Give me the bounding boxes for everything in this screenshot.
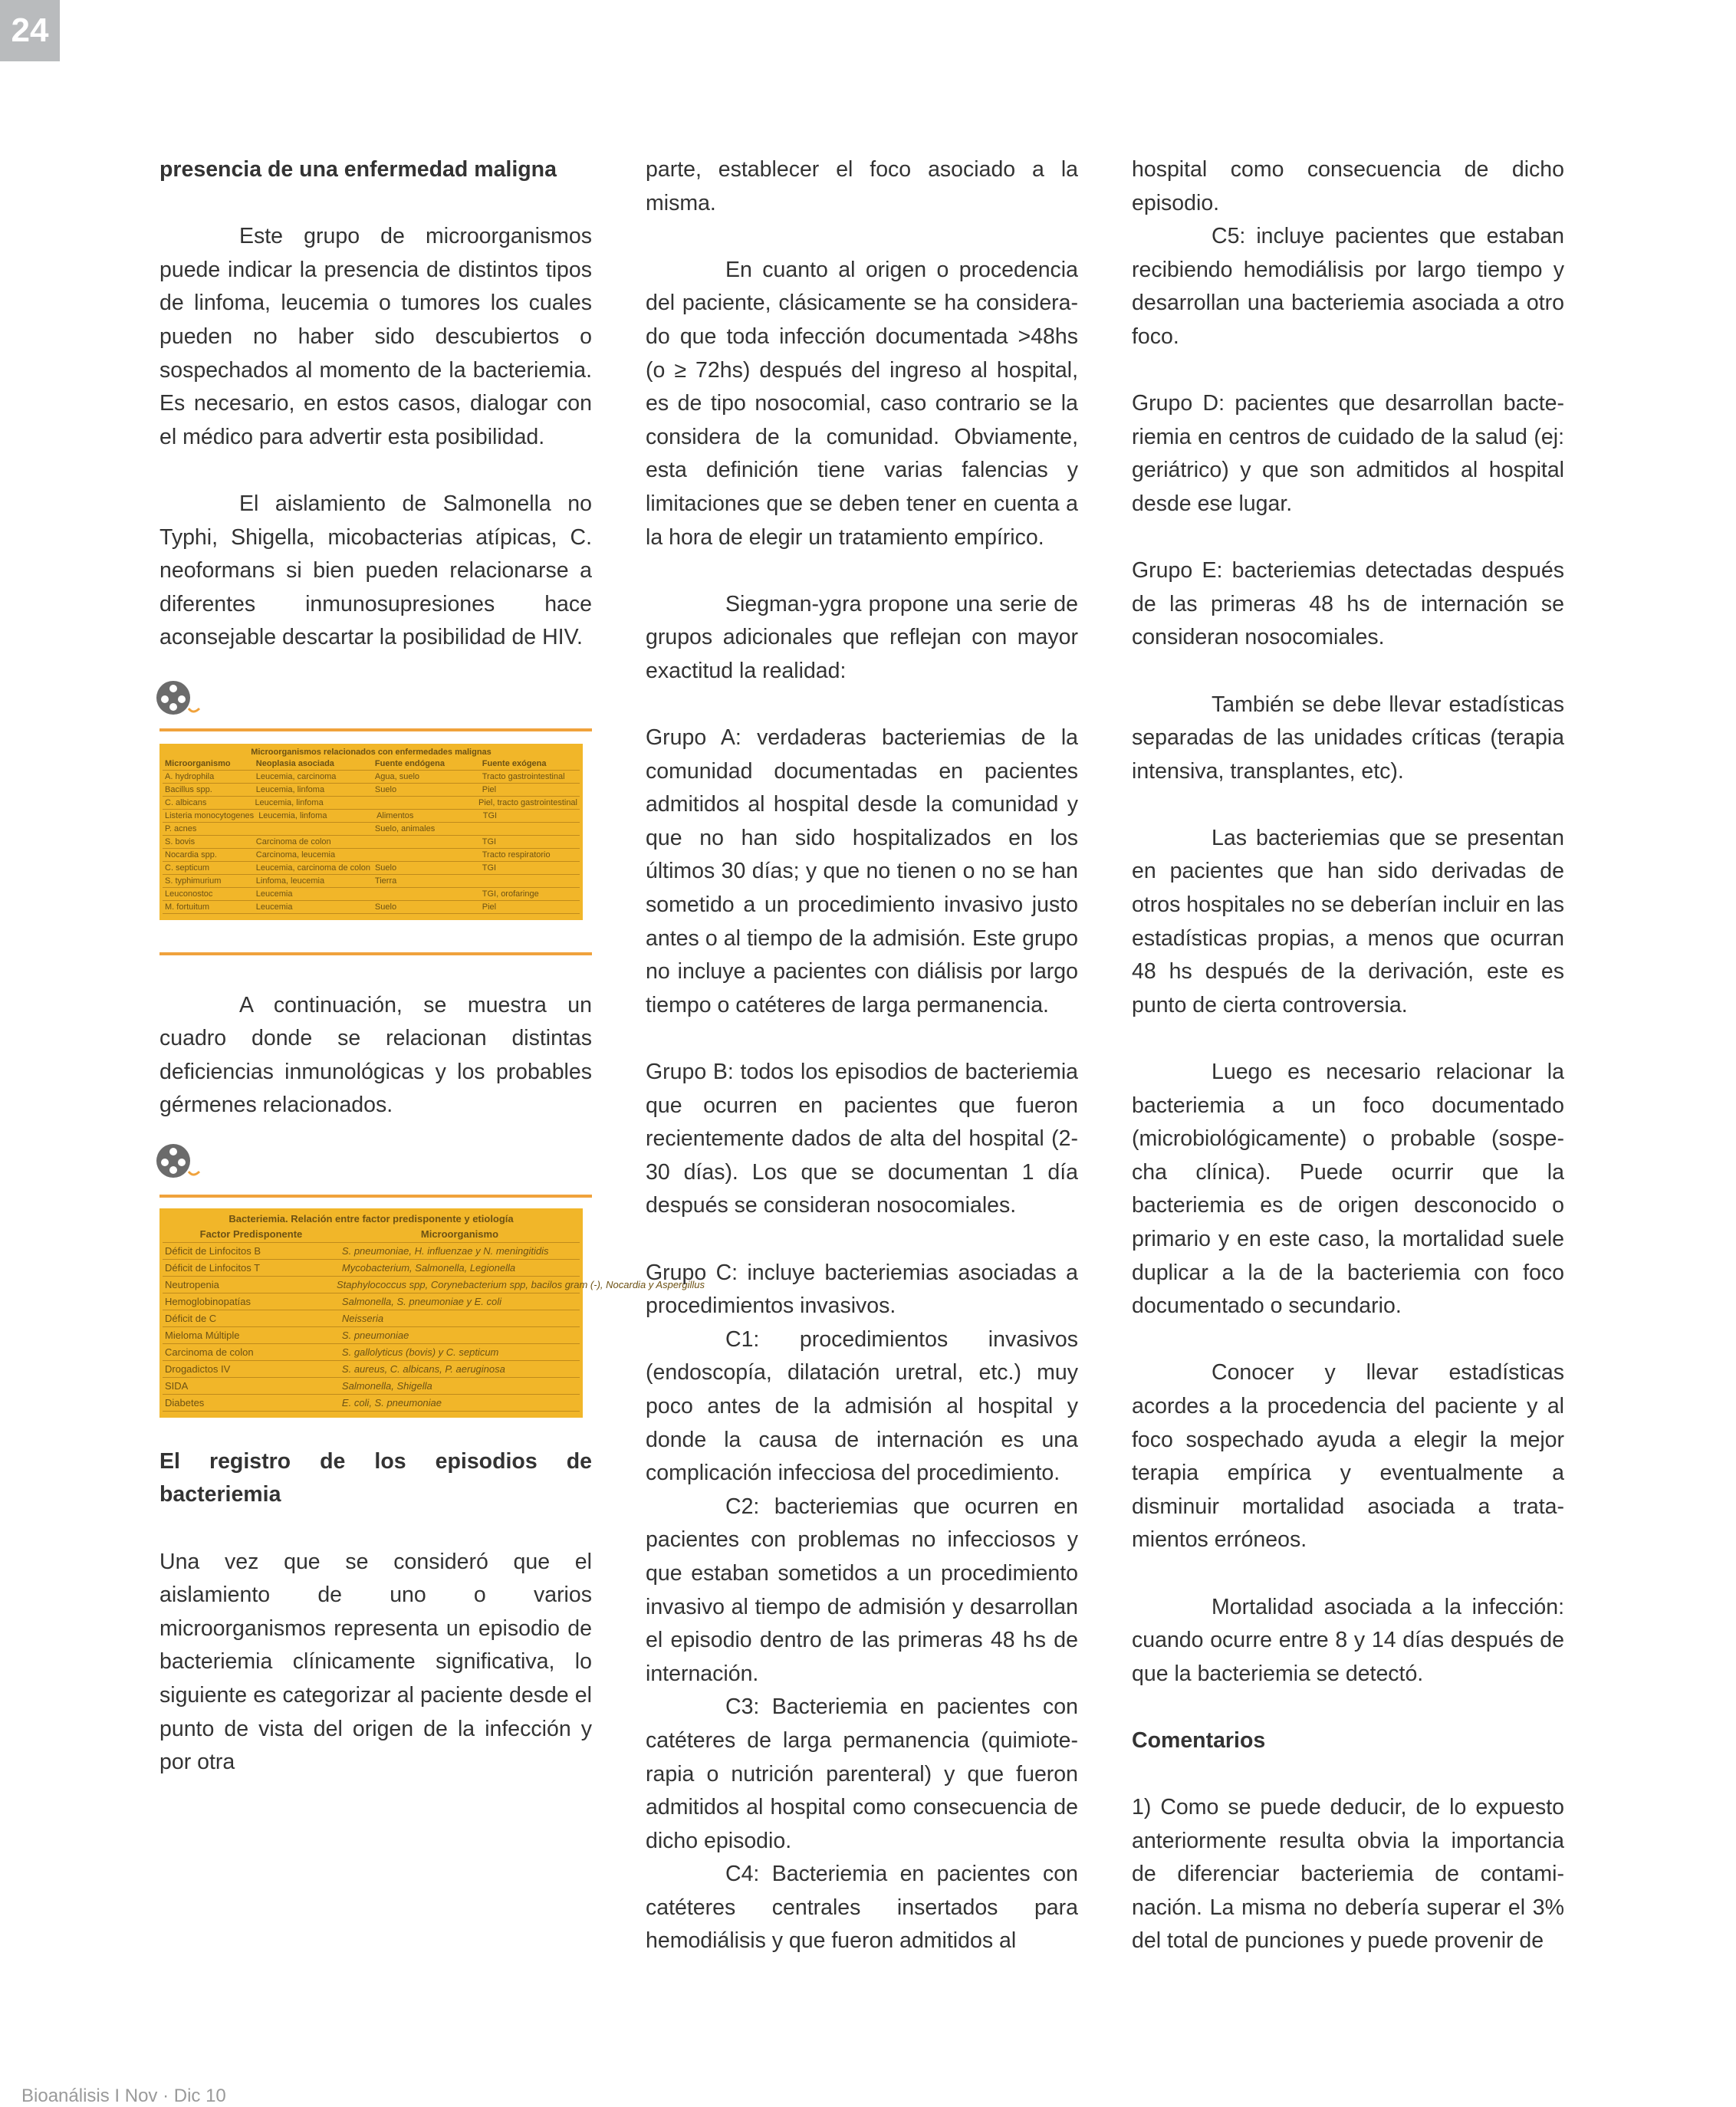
figure-1	[159, 678, 592, 955]
table-cell	[480, 823, 580, 835]
paragraph-c4: C4: Bacteriemia en pacientes con catéteres centrales insertados para hemodiálisis y que fueron admitidos al	[646, 1862, 1078, 1954]
table-cell: Leucemia, linfoma	[258, 810, 327, 820]
table-row	[163, 1378, 580, 1395]
table-cell: Tracto respiratorio	[482, 850, 551, 860]
paragraph: parte, establecer el foco asociado a la misma.	[646, 157, 1078, 215]
table-row	[163, 784, 580, 797]
table-cell: Diabetes	[165, 1396, 205, 1409]
table-cell: Carcinoma de colon	[165, 1346, 254, 1358]
paragraph: Conocer y llevar estadísticas acordes a la procedencia del paciente y al foco sospechado ayuda a elegir la mejor terapia empírica y eventualmente a disminuir mortalidad asociada a trata-mientos erróneos.	[1132, 1360, 1564, 1553]
table-row	[163, 1395, 580, 1412]
table-row	[163, 1293, 580, 1310]
table-cell: Bacillus spp.	[165, 784, 212, 794]
header-cell: Microorganismo	[165, 758, 231, 768]
table-cell: Linfoma, leucemia	[255, 876, 325, 886]
table-cell: Tierra	[374, 876, 397, 886]
paragraph: En cuanto al origen o procedencia del paciente, clásicamente se ha considera-do que toda infección documentada >48hs (o ≥ 72hs) después del ingreso al hospital, es de tipo nosocomial, caso contrario se la considera de la comunidad. Obviamente, esta definición tiene varias falencias y limitaciones que se deben tener en cuenta a la hora de elegir un tratamiento empírico.	[646, 257, 1078, 550]
table-cell: Leucemia, linfoma	[255, 784, 325, 794]
table-cell: C. albicans	[165, 797, 207, 807]
table-row	[163, 875, 580, 888]
paragraph: Siegman-ygra propone una serie de grupos adicionales que reflejan con mayor exactitud la realidad:	[646, 591, 1078, 683]
table-row	[163, 1361, 580, 1378]
paragraph: Una vez que se consideró que el aislamiento de uno o varios microorganismos representa un episodio de bacteriemia clínicamente significativa, lo siguiente es categorizar al paciente desde el punto de vista del origen de la infección y por otra	[159, 1549, 592, 1775]
page-number: 24	[0, 0, 60, 61]
paragraph-grupo-e: Grupo E: bacteriemias detectadas después de las primeras 48 hs de internación se consideran nosocomiales.	[1132, 558, 1564, 650]
table-cell: S. typhimurium	[165, 876, 222, 886]
table-row	[163, 1243, 580, 1260]
table-cell	[480, 875, 580, 887]
table-header	[163, 1226, 580, 1243]
film-reel-icon	[155, 1141, 204, 1184]
table-title: Microorganismos relacionados con enfermedades malignas	[251, 747, 492, 757]
table-cell: Neisseria	[341, 1312, 384, 1324]
paragraph: También se debe llevar estadísticas separadas de las unidades críticas (terapia intensiva, transplantes, etc).	[1132, 692, 1564, 784]
table-cell: Salmonella, S. pneumoniae y E. coli	[341, 1295, 502, 1307]
table-title: Bacteriemia. Relación entre factor predisponente y etiología	[229, 1212, 514, 1224]
table-cell: S. gallolyticus (bovis) y C. septicum	[341, 1346, 499, 1358]
table-row	[163, 797, 580, 810]
table-header	[163, 758, 580, 771]
table-cell: Leucemia	[255, 902, 293, 912]
header-cell: Factor Predisponente	[199, 1228, 303, 1240]
table-cell: Tracto gastrointestinal	[482, 771, 565, 781]
table-cell: P. acnes	[165, 823, 197, 833]
table-cell: Piel	[482, 784, 497, 794]
table-row	[163, 1260, 580, 1277]
table-malignancy-organisms	[159, 744, 583, 920]
table-cell: TGI	[482, 810, 498, 820]
table-cell: Mieloma Múltiple	[165, 1329, 240, 1341]
table-cell	[373, 849, 480, 861]
table-cell: Suelo, animales	[374, 823, 436, 833]
table-cell: Staphylococcus spp, Corynebacterium spp, bacilos gram (-), Nocardia y Aspergillus	[337, 1278, 705, 1290]
table-cell: S. aureus, C. albicans, P. aeruginosa	[341, 1362, 505, 1375]
paragraph-c2: C2: bacteriemias que ocurren en pacientes con problemas no infecciosos y que estaban sometidos a un procedimiento invasivo al tiempo de admisión y desarrollan el episodio dentro de las primeras 48 hs de internación.	[646, 1494, 1078, 1686]
column-2	[646, 153, 1078, 1958]
film-reel-icon	[155, 678, 204, 721]
table-row	[163, 1344, 580, 1361]
table-cell: Déficit de C	[165, 1312, 217, 1324]
table-cell: Carcinoma de colon	[255, 837, 331, 846]
table-row	[163, 810, 580, 823]
table-cell: Alimentos	[376, 810, 414, 820]
paragraph-grupo-b: Grupo B: todos los episodios de bacteriemia que ocurren en pacientes que fueron recientemente dados de alta del hospital (2-30 días). Los que se documentan 1 día después se consideran nosocomiales.	[646, 1060, 1078, 1218]
column-3	[1132, 153, 1564, 1958]
table-cell: Salmonella, Shigella	[341, 1379, 432, 1392]
orange-rule	[159, 952, 592, 955]
paragraph: El aislamiento de Salmonella no Typhi, Shigella, micobacterias atípicas, C. neoformans si bien pueden relacionarse a diferentes inmunosupresiones hace aconsejable descartar la posibilidad de HIV.	[159, 491, 592, 650]
paragraph: Este grupo de microorganismos puede indicar la presencia de distintos tipos de linfoma, leucemia o tumores los cuales pueden no haber sido descubiertos o sospechados al momento de la bacteriemia. Es necesario, en estos casos, dialogar con el médico para advertir esta posibilidad.	[159, 224, 592, 449]
paragraph-grupo-a: Grupo A: verdaderas bacteriemias de la comunidad documentadas en pacientes admitidos al hospital desde la comunidad y que no han sido hospitalizados en los últimos 30 días; y que no tienen o no se han sometido a un procedimiento invasivo justo antes o al tiempo de la admisión. Este grupo no incluye a pacientes con diálisis por largo tiempo o catéteres de larga permanencia.	[646, 725, 1078, 1017]
table-cell: Leuconostoc	[165, 889, 213, 899]
header-cell: Microorganismo	[420, 1228, 499, 1240]
table-cell: Leucemia	[255, 889, 293, 899]
table-predisposing-factors	[159, 1208, 705, 1418]
table-row	[163, 771, 580, 784]
heading-top: presencia de una enfermedad maligna	[159, 157, 557, 182]
table-cell: C. septicum	[165, 863, 210, 873]
table-row	[163, 1310, 580, 1327]
table-cell: S. pneumoniae	[341, 1329, 409, 1341]
heading-registro: El registro de los episodios de bacteriemia	[159, 1448, 592, 1507]
table-cell	[254, 823, 373, 835]
table-cell: Mycobacterium, Salmonella, Legionella	[341, 1261, 516, 1274]
table-cell: SIDA	[165, 1379, 189, 1392]
footer: Bioanálisis I Nov · Dic 10	[21, 2086, 226, 2106]
orange-rule	[159, 1195, 592, 1198]
header-cell: Fuente endógena	[374, 758, 445, 768]
paragraph-c3: C3: Bacteriemia en pacientes con catéteres de larga permanencia (quimiote-rapia o nutrición parenteral) y que fueron admitidos al hospital como consecuencia de dicho episodio.	[646, 1694, 1078, 1853]
table-cell	[370, 797, 476, 809]
table-cell: Leucemia, carcinoma	[255, 771, 337, 781]
table-cell: Leucemia, linfoma	[255, 797, 324, 807]
table-cell: TGI	[482, 837, 497, 846]
paragraph: Luego es necesario relacionar la bacteriemia a un foco documentado (microbiológicamente) o probable (sospe-cha clínica). Puede ocurrir que la bacteriemia es de origen desconocido o primario y en este caso, la mortalidad suele duplicar a la de la bacteriemia con foco documentado o secundario.	[1132, 1060, 1564, 1319]
table-cell: TGI	[482, 863, 497, 873]
header-cell: Neoplasia asociada	[255, 758, 334, 768]
table-cell: Listeria monocytogenes	[165, 810, 255, 820]
figure-2	[159, 1141, 705, 1418]
paragraph-grupo-c: Grupo C: incluye bacteriemias asociadas a procedimientos invasivos.	[646, 1260, 1078, 1319]
header-cell: Fuente exógena	[482, 758, 547, 768]
table-row	[163, 823, 580, 836]
table-row	[163, 862, 580, 875]
table-cell: Déficit de Linfocitos T	[165, 1261, 261, 1274]
table-cell: Suelo	[374, 784, 397, 794]
table-cell: Suelo	[374, 902, 397, 912]
table-cell: Piel	[482, 902, 497, 912]
orange-rule	[159, 728, 592, 731]
table-cell: Leucemia, carcinoma de colon	[255, 863, 370, 873]
table-cell: Hemoglobinopatías	[165, 1295, 252, 1307]
table-cell: Agua, suelo	[374, 771, 420, 781]
table-cell: Déficit de Linfocitos B	[165, 1244, 261, 1257]
table-cell: Drogadictos IV	[165, 1362, 231, 1375]
table-cell: Suelo	[374, 863, 397, 873]
table-row	[163, 888, 580, 901]
table-cell: Carcinoma, leucemia	[255, 850, 336, 860]
paragraph: A continuación, se muestra un cuadro donde se relacionan distintas deficiencias inmunológicas y los probables gérmenes relacionados.	[159, 992, 592, 1118]
table-row	[163, 901, 580, 914]
table-cell: A. hydrophila	[165, 771, 215, 781]
column-1	[159, 153, 705, 1780]
table-cell: M. fortuitum	[165, 902, 210, 912]
table-cell	[373, 888, 480, 900]
table-cell: Nocardia spp.	[165, 850, 217, 860]
table-cell: Neutropenia	[165, 1278, 219, 1290]
paragraph: 1) Como se puede deducir, de lo expuesto anteriormente resulta obvia la importancia de diferenciar bacteriemia de contami-nación. La misma no debería superar el 3% del total de punciones y puede provenir de	[1132, 1795, 1564, 1954]
table-row	[163, 849, 580, 862]
table-cell: Piel, tracto gastrointestinal	[478, 797, 577, 807]
table-cell: S. bovis	[165, 837, 196, 846]
paragraph-grupo-d: Grupo D: pacientes que desarrollan bacte-riemia en centros de cuidado de la salud (ej: geriátrico) y que son admitidos al hospital desde ese lugar.	[1132, 391, 1564, 516]
table-cell: E. coli, S. pneumoniae	[341, 1396, 442, 1409]
table-row	[163, 836, 580, 849]
table-cell: TGI, orofaringe	[482, 889, 539, 899]
paragraph: Mortalidad asociada a la infección: cuando ocurre entre 8 y 14 días después de que la bacteriemia se detectó.	[1132, 1594, 1564, 1686]
table-cell	[373, 836, 480, 848]
table-row	[163, 1327, 580, 1344]
paragraph-c1: C1: procedimientos invasivos (endoscopía, dilatación uretral, etc.) muy poco antes de la admisión al hospital y donde la causa de internación es una complicación infecciosa del procedimiento.	[646, 1326, 1078, 1486]
paragraph: hospital como consecuencia de dicho episodio.	[1132, 157, 1564, 215]
paragraph-c5: C5: incluye pacientes que estaban recibiendo hemodiálisis por largo tiempo y desarrollan una bacteriemia asociada a otro foco.	[1132, 224, 1564, 349]
paragraph: Las bacteriemias que se presentan en pacientes que han sido derivadas de otros hospitales no se deberían incluir en las estadísticas propias, a menos que ocurran 48 hs después de la derivación, este es punto de cierta controversia.	[1132, 825, 1565, 1017]
heading-comentarios: Comentarios	[1132, 1727, 1266, 1753]
table-cell: S. pneumoniae, H. influenzae y N. meningitidis	[341, 1244, 549, 1257]
table-row	[163, 1277, 705, 1293]
